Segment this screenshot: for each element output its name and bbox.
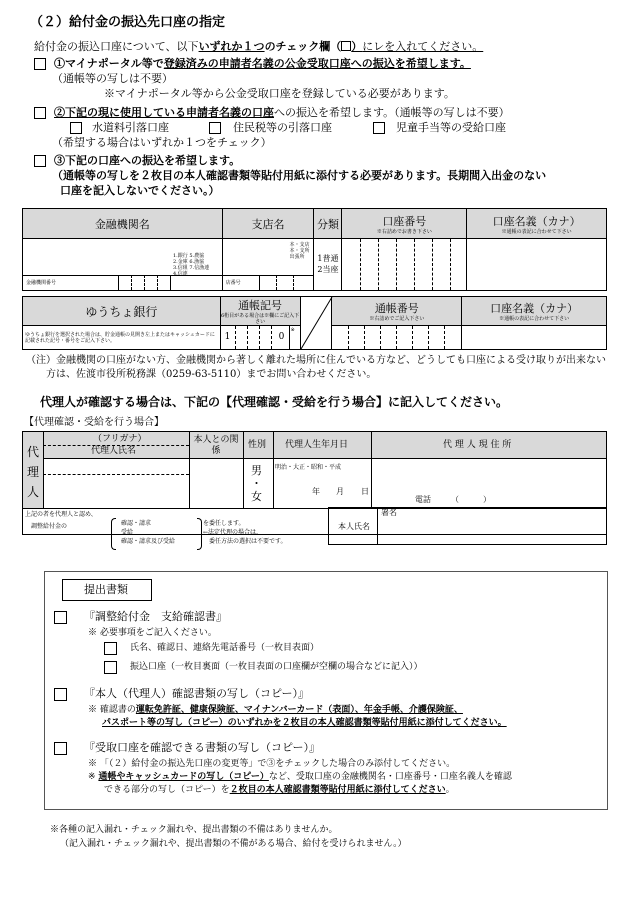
day-label: 日 bbox=[361, 487, 369, 496]
child-allowance-label: 児童手当等の受給口座 bbox=[396, 121, 506, 134]
option3-note2: 口座を記入しないでください。） bbox=[60, 184, 220, 197]
yucho-name-header: ゆうちょ銀行 bbox=[23, 297, 221, 326]
furigana-header: （フリガナ） bbox=[93, 434, 147, 444]
footer-line1: ※各種の記入漏れ・チェック漏れや、提出書類の不備はありませんか。 bbox=[50, 825, 338, 835]
delegate-line5: 委任方法の選択は不要です。 bbox=[209, 538, 287, 545]
relation-header: 本人との関係 bbox=[193, 435, 239, 456]
resident-tax-checkbox[interactable] bbox=[209, 122, 221, 134]
doc2-note2: パスポート等の写し（コピー）のいずれかを２枚目の本人確認書類等貼付用紙に添付してください。 bbox=[102, 718, 507, 728]
year-label: 年 bbox=[312, 487, 320, 496]
doc3-note1: ※ 「（２）給付金の振込先口座の変更等」で③をチェックした場合のみ添付してください。 bbox=[88, 759, 456, 769]
branch-name-cell[interactable] bbox=[222, 239, 314, 291]
sex-header: 性別 bbox=[248, 440, 267, 450]
agent-table-title: 【代理確認・受給を行う場合】 bbox=[24, 417, 164, 428]
symbol-first-digit: 1 bbox=[224, 332, 231, 342]
section-title: （２）給付金の振込先口座の指定 bbox=[30, 15, 226, 30]
water-bill-label: 水道料引落口座 bbox=[92, 121, 169, 134]
yucho-symbol-cell[interactable] bbox=[220, 326, 300, 350]
doc1-checkbox[interactable] bbox=[54, 611, 67, 624]
account-number-cell[interactable] bbox=[342, 239, 467, 291]
doc2-checkbox[interactable] bbox=[54, 688, 67, 701]
branch-code-label: 店番号 bbox=[225, 280, 241, 286]
checkbox-sample-icon bbox=[341, 41, 351, 51]
option1-note2: ※マイナポータル等から公金受取口座を登録している必要があります。 bbox=[104, 87, 455, 100]
account-number-header: 口座番号 ※右詰めでお書き下さい bbox=[342, 209, 467, 239]
footer-line2: （記入漏れ・チェック漏れや、提出書類の不備がある場合、給付を受けられません。） bbox=[60, 839, 407, 849]
account-holder-cell[interactable] bbox=[467, 239, 607, 291]
option1-checkbox[interactable] bbox=[34, 58, 46, 70]
agent-heading: 代理人が確認する場合は、下記の【代理確認・受給を行う場合】に記入してください。 bbox=[40, 395, 509, 409]
option3-label: ③下記の口座への振込を希望します。 bbox=[54, 154, 241, 167]
yucho-symbol-header: 通帳記号 6桁目がある場合は※欄にご記入下さい bbox=[220, 297, 300, 326]
intro-text: 給付金の振込口座について、以下いずれか１つのチェック欄（ ）にレを入れてください。 bbox=[34, 40, 484, 53]
doc1-sub2-label: 振込口座（一枚目裏面（一枚目表面の口座欄が空欄の場合などに記入）） bbox=[130, 662, 423, 672]
birthdate-header: 代理人生年月日 bbox=[285, 440, 349, 450]
option2-label: ②下記の現に使用している申請者名義の口座への振込を希望します。（通帳等の写しは不要） bbox=[54, 106, 510, 119]
doc1-label: 『調整給付金 支給確認書』 bbox=[84, 610, 227, 623]
yucho-note: ゆうちょ銀行を選択された場合は、貯金通帳の見開き左上またはキャッシュカードに記載された記号・番号をご記入下さい。 bbox=[23, 326, 221, 350]
signature-label: 署名 bbox=[381, 508, 397, 517]
notice-line2: 方は、佐渡市役所税務課（0259-63-5110）までお問い合わせください。 bbox=[46, 369, 377, 380]
yucho-number-cell[interactable] bbox=[332, 326, 462, 350]
address-header: 代 理 人 現 住 所 bbox=[443, 440, 512, 450]
delegate-line3: を委任します。 bbox=[203, 520, 245, 527]
agent-name-header: 代理人氏名 bbox=[91, 446, 137, 456]
principal-label: 本人氏名 bbox=[338, 522, 370, 531]
doc3-note3: できる部分の写し（コピー）を２枚目の本人確認書類等貼付用紙に添付してください。 bbox=[104, 785, 455, 795]
doc3-checkbox[interactable] bbox=[54, 742, 67, 755]
account-holder-header: 口座名義（カナ） ※通帳の表記に合わせて下さい bbox=[467, 209, 607, 239]
water-bill-checkbox[interactable] bbox=[70, 122, 82, 134]
bank-name-cell[interactable] bbox=[23, 239, 223, 291]
bank-name-header: 金融機関名 bbox=[23, 209, 223, 239]
symbol-asterisk: ※ bbox=[290, 327, 295, 333]
sex-options[interactable]: 男 ・ 女 bbox=[251, 464, 262, 503]
delegate-line1: 上記の者を代理人と認め、 bbox=[25, 511, 97, 518]
option1-label: ①マイナポータル等で登録済みの申請者名義の公金受取口座への振込を希望します。 bbox=[54, 57, 471, 70]
symbol-last-digit: 0 bbox=[278, 332, 285, 342]
delegate-line2: 調整給付金の bbox=[31, 523, 68, 530]
phone-label: 電話 bbox=[415, 495, 431, 504]
option2-checkbox[interactable] bbox=[34, 107, 46, 119]
notice-line1: （注）金融機関の口座がない方、金融機関から著しく離れた場所に住んでいる方など、どうしても口座による受け取りが出来ない bbox=[26, 355, 606, 366]
option1-note: （通帳等の写しは不要） bbox=[52, 72, 173, 85]
signature-field[interactable] bbox=[377, 507, 607, 545]
resident-tax-label: 住民税等の引落口座 bbox=[233, 121, 332, 134]
option3-checkbox[interactable] bbox=[34, 155, 46, 167]
option3-note1: （通帳等の写しを２枚目の本人確認書類等貼付用紙に添付する必要があります。長期間入出金のない bbox=[52, 169, 547, 182]
yucho-holder-cell[interactable] bbox=[462, 326, 607, 350]
month-label: 月 bbox=[336, 487, 344, 496]
bank-account-table bbox=[22, 208, 607, 291]
delegate-options[interactable]: 確認・請求 受給 確認・請求及び受給 bbox=[121, 520, 176, 545]
yucho-table bbox=[22, 296, 607, 350]
documents-title: 提出書類 bbox=[84, 583, 128, 596]
doc1-sub2-checkbox[interactable] bbox=[104, 661, 117, 674]
yucho-slash-cell bbox=[300, 297, 332, 350]
branch-types: 本・支店 本・支所 出張所 bbox=[289, 242, 310, 260]
doc2-note1: ※ 確認書の運転免許証、健康保険証、マイナンバーカード（表面）、年金手帳、介護保険証、 bbox=[88, 705, 463, 715]
doc3-note2: ※ 通帳やキャッシュカードの写し（コピー）など、受取口座の金融機関名・口座番号・口座名義人を確認 bbox=[88, 772, 512, 782]
doc3-label: 『受取口座を確認できる書類の写し（コピー）』 bbox=[84, 741, 321, 754]
doc1-sub1-checkbox[interactable] bbox=[104, 642, 117, 655]
option2-note: （希望する場合はいずれか１つをチェック） bbox=[52, 136, 272, 149]
bank-code-label: 金融機関番号 bbox=[26, 280, 57, 286]
phone-paren: （ ） bbox=[451, 495, 491, 504]
doc1-note: ※ 必要事項をご記入ください。 bbox=[88, 628, 217, 638]
era-options[interactable]: 明治・大正・昭和・平成 bbox=[275, 464, 342, 471]
agent-side-label: 代 理 人 bbox=[27, 445, 40, 499]
child-allowance-checkbox[interactable] bbox=[373, 122, 385, 134]
doc1-sub1-label: 氏名、確認日、連絡先電話番号（一枚目表面） bbox=[130, 643, 320, 653]
doc2-label: 『本人（代理人）確認書類の写し（コピー）』 bbox=[84, 687, 310, 700]
account-type-cell[interactable]: 1普通 2当座 bbox=[314, 239, 342, 291]
delegate-line4: ←法定代理の場合は、 bbox=[203, 529, 263, 536]
bank-types: 1.銀行 5.農協 2.金庫 6.漁協 3.信組 7.信漁連 4.信連 bbox=[173, 253, 210, 277]
yucho-holder-header: 口座名義（カナ） ※通帳の表記に合わせて下さい bbox=[462, 297, 607, 326]
yucho-number-header: 通帳番号 ※右詰めでご記入下さい bbox=[332, 297, 462, 326]
branch-name-header: 支店名 bbox=[222, 209, 314, 239]
slash-divider-icon bbox=[301, 297, 333, 349]
type-header: 分類 bbox=[314, 209, 342, 239]
